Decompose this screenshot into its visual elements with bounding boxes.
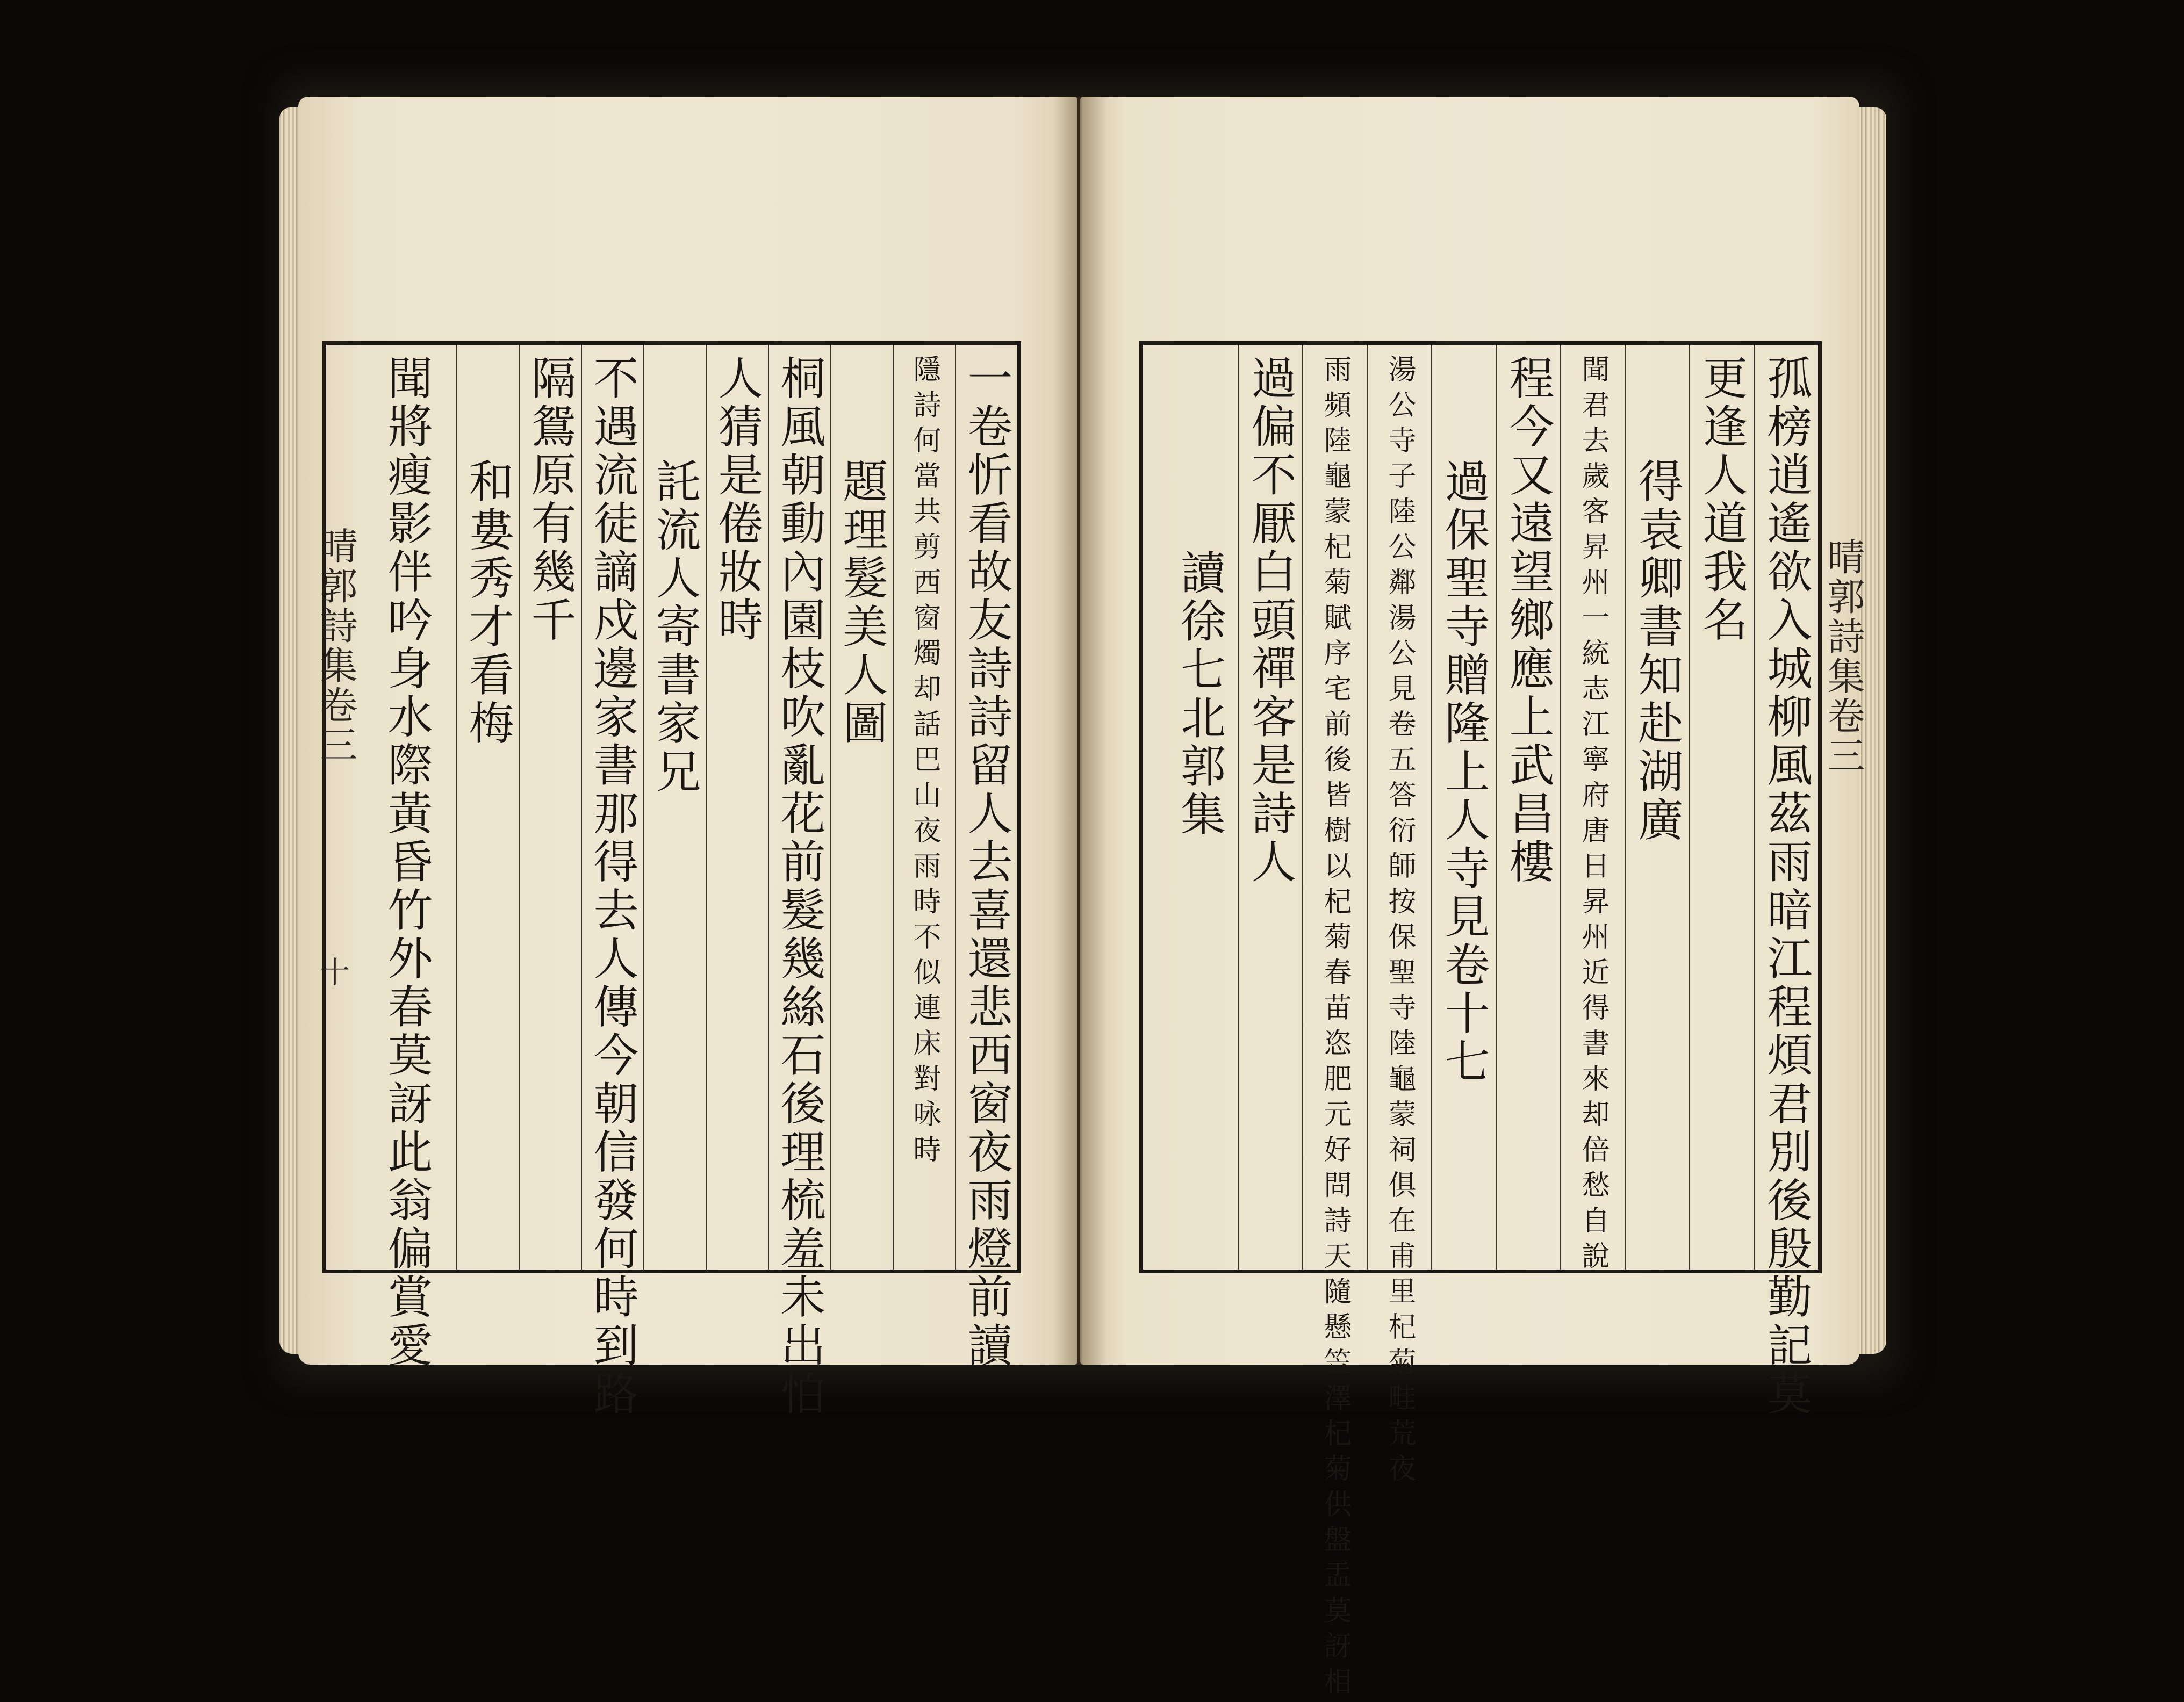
right-column-4-text: 聞君去歲客昇州一統志江寧府唐日昇州近得書來却倍愁自說 — [1577, 355, 1609, 1276]
left-column-3 — [830, 345, 893, 1270]
left-column-6 — [643, 345, 706, 1270]
right-margin-title: 晴郭詩集卷三 — [1821, 537, 1865, 776]
left-column-8 — [519, 345, 581, 1270]
right-column-1-text: 孤榜逍遙欲入城柳風茲雨暗江程煩君別後殷勤記莫 — [1760, 355, 1813, 1418]
left-text-frame — [322, 341, 1021, 1418]
left-column-9 — [456, 345, 519, 1270]
left-column-7-text: 不遇流徒謫戍邊家書那得去人傳今朝信發何時到路 — [586, 355, 639, 1418]
left-column-2-text: 隱詩何當共剪西窗燭却話巴山夜雨時不似連床對咏時 — [908, 355, 940, 1170]
left-column-7 — [581, 345, 643, 1418]
left-column-4 — [768, 345, 830, 1418]
right-column-6-text: 過保聖寺贈隆上人寺見卷十七 — [1438, 458, 1490, 1086]
left-column-10-text: 聞將瘦影伴吟身水際黃昏竹外春莫訝此翁偏賞愛 — [380, 355, 434, 1370]
right-column-5-text: 程今又遠望鄉應上武昌樓 — [1502, 355, 1555, 886]
right-column-10 — [1143, 345, 1238, 1270]
left-column-1-text: 一卷忻看故友詩詩留人去喜還悲西窗夜雨燈前讀 — [960, 355, 1013, 1370]
left-margin-title: 晴郭詩集卷三 — [314, 527, 358, 765]
right-column-9 — [1238, 345, 1302, 1270]
left-column-2 — [893, 345, 955, 1270]
right-column-3-text: 得袁卿書知赴湖廣 — [1631, 458, 1684, 845]
right-column-7 — [1367, 345, 1431, 1489]
right-column-9-text: 過偏不厭白頭禪客是詩人 — [1244, 355, 1297, 886]
right-column-2-text: 更逢人道我名 — [1696, 355, 1748, 645]
right-column-10-text: 讀徐七北郭集 — [1173, 549, 1226, 839]
left-folio-number: 十 — [315, 956, 350, 989]
left-column-9-text: 和婁秀才看梅 — [462, 458, 514, 748]
left-column-5-text: 人猜是倦妝時 — [711, 355, 764, 645]
right-column-5 — [1496, 345, 1560, 1270]
right-text-frame — [1139, 341, 1822, 1702]
left-column-3-text: 題理髮美人圖 — [836, 458, 888, 748]
left-column-6-text: 託流人寄書家兄 — [649, 458, 701, 796]
right-column-1 — [1754, 345, 1818, 1418]
right-column-3 — [1625, 345, 1689, 1270]
left-column-5 — [706, 345, 768, 1270]
right-column-4 — [1560, 345, 1625, 1276]
right-column-2 — [1689, 345, 1754, 1270]
left-column-8-text: 隔鴛原有幾千 — [524, 355, 577, 645]
left-column-4-text: 桐風朝動內園枝吹亂花前髮幾絲石後理梳羞未出怕 — [773, 355, 826, 1418]
right-column-8 — [1302, 345, 1367, 1702]
left-column-10 — [326, 345, 456, 1370]
right-column-7-text: 湯公寺子陸公鄰湯公見卷五答衍師按保聖寺陸龜蒙祠俱在甫里杞菊畦荒夜 — [1383, 355, 1416, 1489]
left-column-1 — [955, 345, 1017, 1370]
right-column-8-text: 雨頻陸龜蒙杞菊賦序宅前後皆樹以杞菊春苗恣肥元好問詩天隨懸笠澤杞菊供盤盂莫訝相 — [1319, 355, 1351, 1702]
right-column-6 — [1431, 345, 1496, 1270]
book-gutter — [1053, 97, 1107, 1365]
